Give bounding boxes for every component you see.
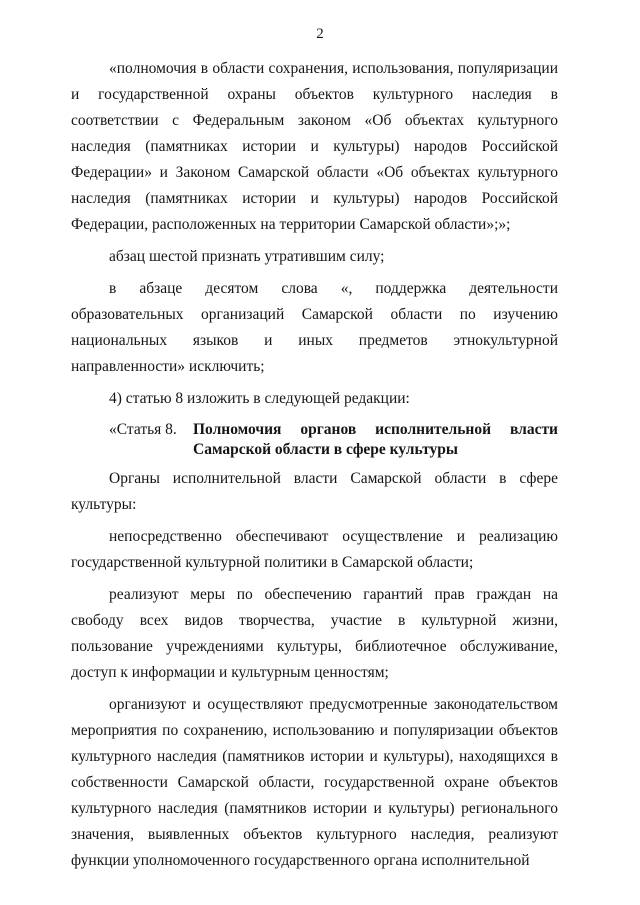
article-heading	[71, 420, 558, 460]
article-label: «Статья 8.	[109, 421, 177, 438]
page-number: 2	[316, 26, 324, 42]
article-title-line-2: Самарской области в сфере культуры	[193, 441, 458, 458]
paragraph-powers-heritage: «полномочия в области сохранения, использования, популяризации и государственной охраны объектов культурного наследия в соответствии с Федеральным законом «Об объектах культурного наследия (памятниках истории и культуры) народов Российской Федерации» и Законом Самарской области «Об объектах культурного наследия (памятниках истории и культуры) народов Российской Федерации, расположенных на территории Самарской области»;»;	[71, 60, 558, 233]
paragraph-tenth-exclude: в абзаце десятом слова «, поддержка деятельности образовательных организаций Самарской области по изучению национальных языков и иных предметов этнокультурной направленности» исключить;	[71, 280, 558, 375]
document-body	[71, 56, 558, 874]
article-title	[193, 420, 558, 460]
paragraph-ensure-policy: непосредственно обеспечивают осуществление и реализацию государственной культурной политики в Самарской области;	[71, 528, 558, 571]
article-title-line-1: Полномочия органов исполнительной власти	[193, 421, 558, 438]
paragraph-sixth-invalid: абзац шестой признать утратившим силу;	[109, 248, 385, 265]
paragraph-heritage-measures: организуют и осуществляют предусмотренные законодательством мероприятия по сохранению, использованию и популяризации объектов культурного наследия (памятников истории и культуры), находящихся в собственности Самарской области, государственной охране объектов культурного наследия (памятников истории и культуры) регионального значения, выявленных объектов культурного наследия, реализуют функции уполномоченного государственного органа исполнительной	[71, 696, 558, 869]
paragraph-article-8-intro: 4) статью 8 изложить в следующей редакции:	[109, 390, 410, 407]
paragraph-rights-guarantees: реализуют меры по обеспечению гарантий прав граждан на свободу всех видов творчества, участие в культурной жизни, пользование учреждениями культуры, библиотечное обслуживание, доступ к информации и культурным ценностям;	[71, 586, 558, 681]
paragraph-organs-culture: Органы исполнительной власти Самарской области в сфере культуры:	[71, 470, 558, 513]
